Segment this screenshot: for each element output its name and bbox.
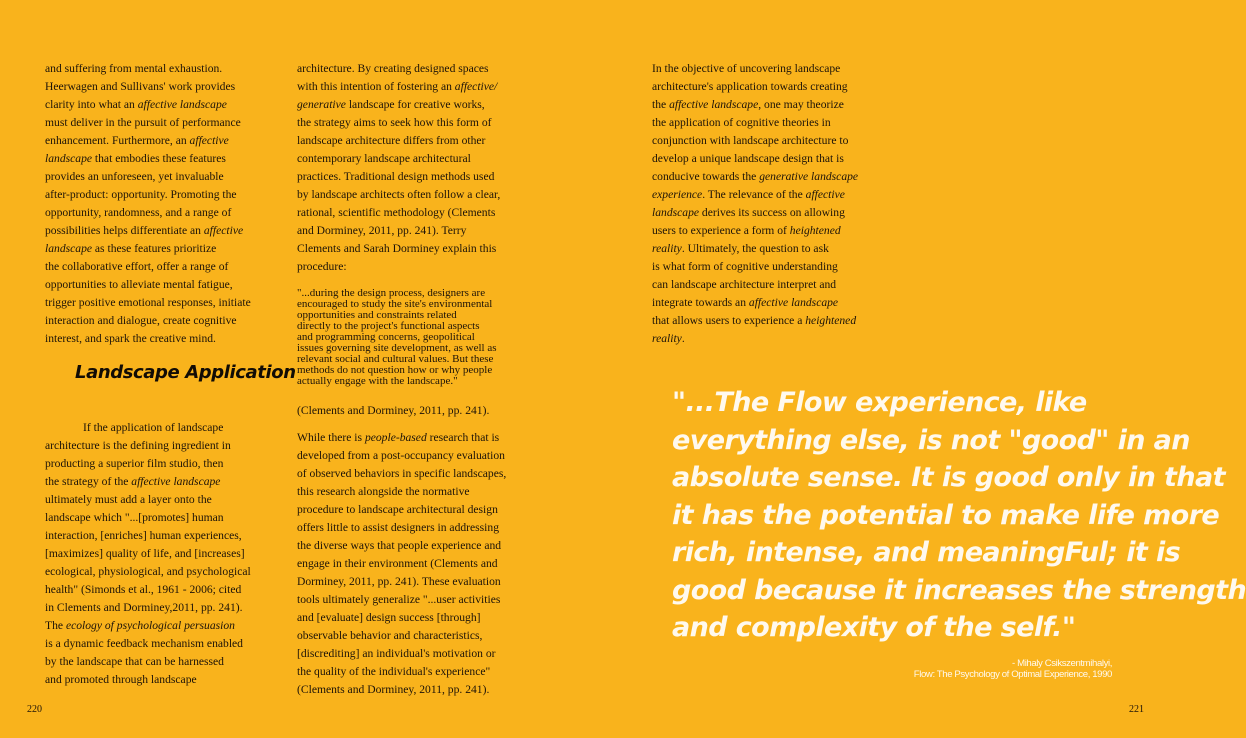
text-run: interest, and spark the creative mind.	[45, 332, 216, 345]
text-line	[45, 563, 285, 581]
text-line	[45, 96, 285, 114]
text-run: engage in their environment (Clements and	[297, 557, 498, 570]
text-run: and promoted through landscape	[45, 673, 197, 686]
text-run: .	[681, 332, 685, 345]
text-run: the application of cognitive theories in	[652, 116, 831, 129]
text-run: observable behavior and characteristics,	[297, 629, 483, 642]
text-run: Dorminey, 2011, pp. 241). These evaluation	[297, 575, 501, 588]
text-line	[45, 635, 285, 653]
text-line	[652, 60, 902, 78]
text-run: this research alongside the normative	[297, 485, 470, 498]
text-line	[297, 537, 537, 555]
text-run: possibilities helps differentiate an	[45, 224, 204, 237]
text-line	[45, 168, 285, 186]
text-run: the	[652, 98, 670, 111]
italic-text: experience	[652, 188, 703, 201]
attribution-author: - Mihaly Csikszentmihalyi,	[1012, 658, 1112, 669]
text-line: opportunities and constraints related	[297, 309, 457, 321]
text-run: [discrediting] an individual's motivation or	[297, 647, 496, 660]
text-run: practices. Traditional design methods used	[297, 170, 495, 183]
text-line: it has the potential to make life more	[672, 499, 1220, 531]
italic-text: affective landscape	[748, 296, 839, 309]
text-line	[45, 240, 285, 258]
text-run: health" (Simonds et al., 1961 - 2006; cited	[45, 583, 242, 596]
left-column-2	[297, 60, 537, 276]
text-line	[652, 204, 902, 222]
text-run: research that is	[426, 431, 500, 444]
text-line	[45, 114, 285, 132]
text-line	[45, 276, 285, 294]
text-line: methods do not question how or why people	[297, 364, 493, 376]
text-run: Heerwagen and Sullivans' work provides	[45, 80, 236, 93]
text-run: . The relevance of the	[702, 188, 806, 201]
text-run: is what form of cognitive understanding	[652, 260, 838, 273]
text-line: and complexity of the self."	[672, 612, 1076, 643]
text-run: after-product: opportunity. Promoting the	[45, 188, 237, 201]
text-line	[297, 501, 537, 519]
text-run: integrate towards an	[652, 296, 749, 309]
text-line	[45, 455, 285, 473]
text-line	[297, 645, 537, 663]
italic-text: heightened	[789, 224, 841, 237]
text-line	[297, 627, 537, 645]
text-line	[652, 330, 902, 348]
text-run: opportunities to alleviate mental fatigue,	[45, 278, 233, 291]
text-line	[45, 78, 285, 96]
text-line: actually engage with the landscape."	[297, 375, 458, 387]
text-run: rational, scientific methodology (Clements	[297, 206, 496, 219]
text-line	[45, 473, 285, 491]
text-line	[297, 519, 537, 537]
block-quote-citation: (Clements and Dorminey, 2011, pp. 241).	[297, 404, 490, 417]
text-run: procedure:	[297, 260, 347, 273]
text-line	[652, 276, 902, 294]
text-line	[297, 573, 537, 591]
text-run: of observed behaviors in specific landscapes,	[297, 467, 507, 480]
text-run: tools ultimately generalize "...user activities	[297, 593, 501, 606]
body-paragraph	[45, 60, 285, 348]
text-line	[45, 294, 285, 312]
text-run: the diverse ways that people experience and	[297, 539, 502, 552]
text-run: derives its success on allowing	[699, 206, 845, 219]
text-run: can landscape architecture interpret and	[652, 278, 837, 291]
text-line	[297, 447, 537, 465]
text-line	[45, 509, 285, 527]
text-line	[297, 168, 537, 186]
left-column-1-bottom	[45, 419, 285, 689]
text-line	[652, 240, 902, 258]
italic-text: heightened	[805, 314, 857, 327]
text-line: and programming concerns, geopolitical	[297, 331, 475, 343]
text-run: ultimately must add a layer onto the	[45, 493, 212, 506]
text-line: directly to the project's functional aspects	[297, 320, 480, 332]
italic-text: ecology of psychological persuasion	[65, 619, 235, 632]
italic-text: affective landscape	[669, 98, 759, 111]
attribution-source: Flow: The Psychology of Optimal Experience, 1990	[913, 669, 1112, 680]
text-line	[45, 617, 285, 635]
text-run: clarity into what an	[45, 98, 138, 111]
italic-text: reality	[652, 242, 682, 255]
text-run: the strategy of the	[45, 475, 132, 488]
text-run: the strategy aims to seek how this form of	[297, 116, 492, 129]
italic-text: landscape	[45, 152, 93, 165]
italic-text: landscape	[652, 206, 700, 219]
text-line	[45, 419, 285, 437]
page-number-right: 221	[1129, 704, 1144, 715]
text-line	[45, 150, 285, 168]
text-line	[297, 204, 537, 222]
text-line	[297, 60, 537, 78]
text-line: encouraged to study the site's environmental	[297, 298, 493, 310]
text-line	[45, 330, 285, 348]
text-line: rich, intense, and meaningFul; it is	[672, 537, 1181, 568]
text-run: develop a unique landscape design that is	[652, 152, 844, 165]
text-line: absolute sense. It is good only in that	[672, 462, 1225, 493]
text-line	[297, 591, 537, 609]
text-run: and Dorminey, 2011, pp. 241). Terry	[297, 224, 467, 237]
text-line	[297, 240, 537, 258]
text-line	[297, 609, 537, 627]
text-line	[652, 294, 902, 312]
text-line	[652, 78, 902, 96]
page-number-left: 220	[27, 704, 42, 715]
block-quote-citation-container	[297, 402, 537, 420]
text-run: landscape architecture differs from other	[297, 134, 486, 147]
italic-text: affective landscape	[131, 475, 221, 488]
italic-text: affective	[805, 188, 845, 201]
text-line: relevant social and cultural values. But these	[297, 353, 494, 365]
text-run: conjunction with landscape architecture to	[652, 134, 849, 147]
italic-text: landscape	[45, 242, 93, 255]
text-line	[297, 483, 537, 501]
text-run: , one may theorize	[758, 98, 844, 111]
text-run: that embodies these features	[92, 152, 226, 165]
text-line	[45, 132, 285, 150]
pull-quote	[672, 384, 1246, 647]
text-run: in Clements and Dorminey,2011, pp. 241).	[45, 601, 243, 614]
text-line	[297, 78, 537, 96]
text-line	[297, 114, 537, 132]
block-quote	[297, 288, 537, 387]
left-column-1	[45, 60, 285, 348]
text-run: contemporary landscape architectural	[297, 152, 471, 165]
text-line	[652, 186, 902, 204]
text-line	[297, 96, 537, 114]
text-line	[652, 168, 902, 186]
text-line	[45, 581, 285, 599]
body-paragraph	[297, 60, 537, 276]
pull-quote-attribution	[914, 658, 1112, 680]
text-line	[297, 663, 537, 681]
text-run: producting a superior film studio, then	[45, 457, 224, 470]
text-line	[45, 60, 285, 78]
italic-text: affective/	[454, 80, 498, 93]
text-line	[297, 132, 537, 150]
italic-text: affective	[203, 224, 244, 237]
text-run: landscape which "...[promotes] human	[45, 511, 224, 524]
text-run: In the objective of uncovering landscape	[652, 62, 841, 75]
italic-text: generative landscape	[759, 170, 859, 183]
text-line	[45, 599, 285, 617]
text-line	[45, 204, 285, 222]
text-run: is a dynamic feedback mechanism enabled	[45, 637, 243, 650]
text-line	[652, 222, 902, 240]
text-run: If the application of landscape	[83, 421, 224, 434]
text-line: "...The Flow experience, like	[672, 387, 1087, 418]
text-line: issues governing site development, as well as	[297, 342, 497, 354]
text-line	[652, 312, 902, 330]
text-run: offers little to assist designers in addressing	[297, 521, 500, 534]
text-line	[297, 258, 537, 276]
block-quote-container	[297, 288, 537, 387]
text-run: enhancement. Furthermore, an	[45, 134, 190, 147]
italic-text: people-based	[364, 431, 427, 444]
body-paragraph	[45, 419, 285, 689]
text-line	[45, 527, 285, 545]
text-line	[652, 132, 902, 150]
text-run: architecture. By creating designed spaces	[297, 62, 489, 75]
text-run: the quality of the individual's experience"	[297, 665, 491, 678]
text-line	[45, 653, 285, 671]
text-run: users to experience a form of	[652, 224, 790, 237]
text-line	[45, 671, 285, 689]
text-run: by the landscape that can be harnessed	[45, 655, 224, 668]
text-run: and suffering from mental exhaustion.	[45, 62, 223, 75]
text-run: While there is	[297, 431, 365, 444]
text-run: as these features prioritize	[92, 242, 217, 255]
section-heading: Landscape Application	[75, 362, 296, 383]
text-line	[45, 491, 285, 509]
text-run: and [evaluate] design success [through]	[297, 611, 481, 624]
text-line: good because it increases the strength	[672, 574, 1246, 606]
text-run: by landscape architects often follow a clear,	[297, 188, 501, 201]
text-line	[652, 258, 902, 276]
text-run: . Ultimately, the question to ask	[681, 242, 829, 255]
text-run: procedure to landscape architectural design	[297, 503, 498, 516]
text-line	[297, 186, 537, 204]
text-line	[45, 258, 285, 276]
text-line	[297, 222, 537, 240]
body-paragraph	[652, 60, 902, 348]
text-line	[297, 150, 537, 168]
text-line	[45, 437, 285, 455]
left-column-2-bottom	[297, 429, 537, 699]
right-column	[652, 60, 902, 348]
text-line	[45, 312, 285, 330]
text-run: developed from a post-occupancy evaluation	[297, 449, 505, 462]
text-line	[297, 555, 537, 573]
text-run: landscape for creative works,	[345, 98, 485, 111]
text-run: that allows users to experience a	[652, 314, 806, 327]
text-line	[45, 186, 285, 204]
text-line	[297, 429, 537, 447]
text-run: must deliver in the pursuit of performance	[45, 116, 241, 129]
text-run: (Clements and Dorminey, 2011, pp. 241).	[297, 683, 490, 696]
text-line	[652, 150, 902, 168]
text-line	[297, 681, 537, 699]
text-line	[297, 465, 537, 483]
text-line	[45, 222, 285, 240]
text-run: interaction, [enriches] human experiences,	[45, 529, 242, 542]
text-run: [maximizes] quality of life, and [increases]	[45, 547, 245, 560]
text-run: trigger positive emotional responses, initiate	[45, 296, 251, 309]
text-run: The	[45, 619, 66, 632]
text-line	[45, 545, 285, 563]
italic-text: affective	[189, 134, 229, 147]
text-run: interaction and dialogue, create cognitive	[45, 314, 237, 327]
text-line: everything else, is not "good" in an	[672, 424, 1190, 456]
text-run: the collaborative effort, offer a range of	[45, 260, 229, 273]
text-line	[652, 96, 902, 114]
text-run: opportunity, randomness, and a range of	[45, 206, 232, 219]
italic-text: affective landscape	[137, 98, 227, 111]
text-run: ecological, physiological, and psychological	[45, 565, 251, 578]
text-run: Clements and Sarah Dorminey explain this	[297, 242, 497, 255]
text-run: provides an unforeseen, yet invaluable	[45, 170, 224, 183]
text-line	[652, 114, 902, 132]
text-run: architecture is the defining ingredient in	[45, 439, 231, 452]
body-paragraph	[297, 429, 537, 699]
text-run: conducive towards the	[652, 170, 760, 183]
text-run: architecture's application towards creating	[652, 80, 848, 93]
italic-text: reality	[652, 332, 682, 345]
text-line: "...during the design process, designers are	[297, 287, 486, 299]
italic-text: generative	[297, 98, 346, 111]
text-run: with this intention of fostering an	[297, 80, 455, 93]
